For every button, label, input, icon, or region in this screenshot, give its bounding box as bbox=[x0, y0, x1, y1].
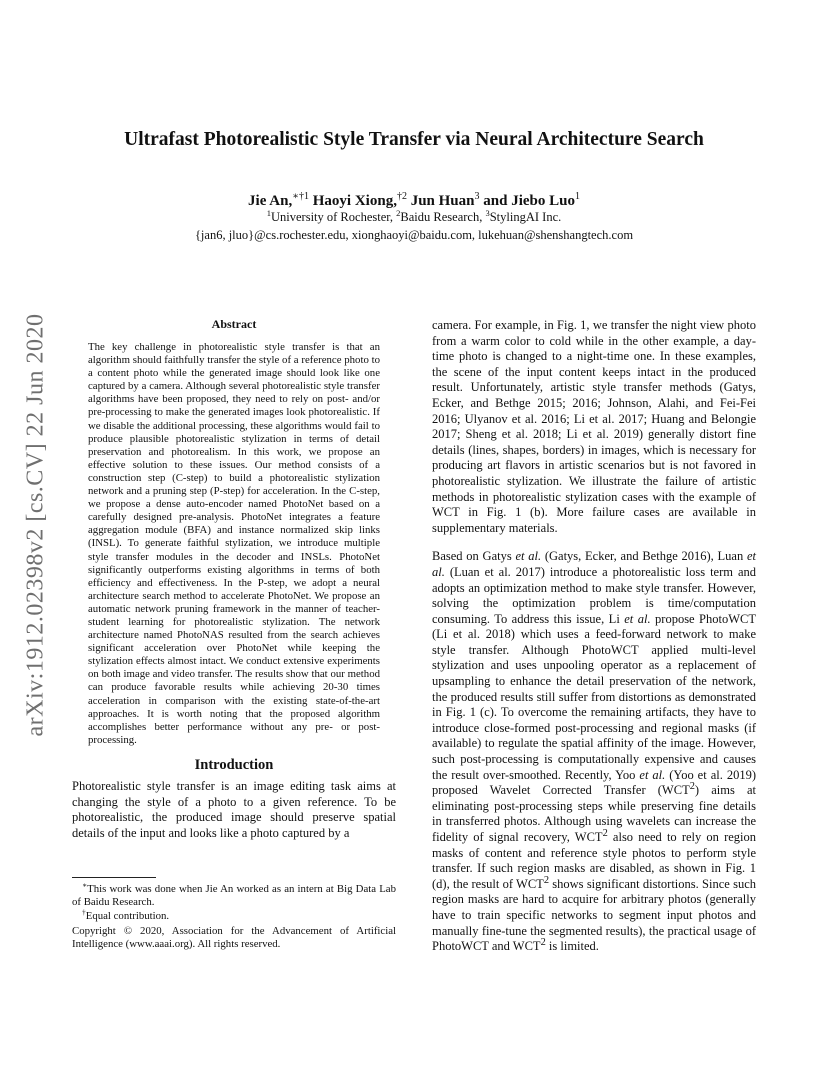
footnote-2 bbox=[72, 907, 396, 923]
author-name: Haoyi Xiong, bbox=[312, 193, 397, 209]
body-paragraph-1: camera. For example, in Fig. 1, we transfer the night view photo from a warm color to cold while in the other example, a day-time photo is changed to a night-time one. In these examples, the scene of the input content keeps intact in the produced result. Unfortunately, artistic style transfer methods (Gatys, Ecker, and Bethge 2015; 2016; Johnson, Alahi, and Fei-Fei 2016; Ulyanov et al. 2016; Li et al. 2017; Huang and Belongie 2017; Sheng et al. 2018; Li et al. 2019) generally distort fine details (lines, shapes, borders) in images, which is necessary for producing art flavors in artistic scenarios but is not favored in photorealistic stylization. We illustrate the failure of artistic methods in photorealistic stylization cases with the example of WCT in Fig. 1 (b). More failure cases are available in supplementary materials. bbox=[432, 318, 756, 535]
footnotes bbox=[72, 877, 396, 951]
text-italic: et al. bbox=[432, 549, 756, 579]
affil-text: StylingAI Inc. bbox=[489, 210, 562, 224]
affil-mark: 2 bbox=[396, 207, 401, 218]
text-run: (Luan et al. 2017) introduce a photorealistic loss term and adopts an optimization method to make style transfer. However, solving the optimization problem is time/computation consuming. To address this issue, Li bbox=[432, 564, 756, 626]
footnote-rule bbox=[72, 877, 156, 878]
text-run: ) aims at eliminating post-processing steps while preserving fine details in transferred photos. Although using wavelets can increase the fidelity of signal recovery, WCT bbox=[432, 783, 756, 844]
author-mark: †2 bbox=[396, 191, 407, 202]
text-italic: et al. bbox=[639, 767, 666, 782]
author-emails: {jan6, jluo}@cs.rochester.edu, xionghaoyi@baidu.com, lukehuan@shenshangtech.com bbox=[194, 228, 634, 242]
copyright-notice: Copyright © 2020, Association for the Advancement of Artificial Intelligence (www.aaai.org). All rights reserved. bbox=[72, 924, 396, 950]
abstract-text: The key challenge in photorealistic style transfer is that an algorithm should faithfully transfer the style of a reference photo to a content photo while the generated image should look like one captured by a camera. Although several photorealistic style transfer algorithms have been proposed, they need to rely on post- and/or pre-processing to make the generated images look photorealistic. If we disable the additional processing, these algorithms would fail to produce plausible photorealistic stylization in terms of detail preservation and photorealism. In this work, we propose an effective solution to these issues. Our method consists of a construction step (C-step) to build a photorealistic stylization network and a pruning step (P-step) for acceleration. In the C-step, we propose a dense auto-encoder named PhotoNet based on a carefully designed pre-analysis. PhotoNet integrates a feature aggregation module (BFA) and instance normalized skip links (INSL). To generate faithful stylization, we introduce multiple style transfer modules in the decoder and INSLs. PhotoNet significantly outperforms existing algorithms in terms of both efficiency and effectiveness. In the P-step, we adopt a neural architecture search method to accelerate PhotoNet. We propose an automatic network pruning framework in the manner of teacher-student learning for photorealistic stylization. The network architecture named PhotoNAS resulted from the search achieves significant acceleration over PhotoNet while keeping the stylization effects almost intact. We conduct extensive experiments on both image and video transfer. The results show that our method can produce favorable results while achieving 20-30 times acceleration in comparison with the existing state-of-the-art approaches. It is worth noting that the proposed algorithm accomplishes better performance without any pre- or post-processing. bbox=[88, 341, 380, 746]
author-list bbox=[74, 193, 754, 210]
affil-text: Baidu Research, bbox=[400, 210, 486, 224]
text-run: (Gatys, Ecker, and Bethge 2016), Luan bbox=[541, 549, 747, 564]
right-column bbox=[432, 318, 756, 955]
footnote-text: Equal contribution. bbox=[85, 910, 170, 923]
author-mark: 3 bbox=[474, 191, 480, 202]
superscript: 2 bbox=[543, 874, 550, 886]
abstract-heading: Abstract bbox=[211, 317, 257, 331]
superscript: 2 bbox=[602, 827, 608, 839]
footnote-mark: † bbox=[82, 907, 86, 917]
author-mark: ∗†1 bbox=[292, 191, 310, 202]
text-run: also need to rely on region masks of content and reference style photos to perform style transfer. If such region masks are disabled, as shown in Fig. 1 (d), the result of WCT bbox=[432, 830, 756, 891]
text-run: propose PhotoWCT (Li et al. 2018) which uses a feed-forward network to make style transfer. Although PhotoWCT applied multi-level stylization and uses unpooling operator as a replacement of upsampling to enhance the detail preservation of the network, the produced results still suffer from distortions as demonstrated in Fig. 1 (c). To overcome the remaining artifacts, they have to introduce close-formed post-processing and regional masks (if available) to regulate the spatial affinity of the image. However, such post-processing is computationally expensive and causes the result over-smoothed. Recently, Yoo bbox=[432, 611, 756, 782]
footnote-text: This work was done when Jie An worked as an intern at Big Data Lab of Baidu Research. bbox=[72, 883, 396, 909]
footnote-1 bbox=[72, 880, 396, 909]
affil-mark: 1 bbox=[266, 207, 271, 218]
left-column bbox=[72, 317, 396, 841]
paper-title: Ultrafast Photorealistic Style Transfer via Neural Architecture Search bbox=[124, 129, 704, 150]
text-run: is limited. bbox=[545, 939, 599, 954]
body-paragraph-2 bbox=[432, 549, 756, 954]
author-name: Jiebo Luo bbox=[511, 193, 575, 209]
affil-mark: 3 bbox=[485, 207, 490, 218]
author-name: Jun Huan bbox=[410, 193, 475, 209]
superscript: 2 bbox=[689, 781, 695, 793]
text-italic: et al. bbox=[515, 549, 542, 564]
introduction-text: Photorealistic style transfer is an image editing task aims at changing the style of a photo to a given reference. To be photorealistic, the produced image should preserve spatial details of the input and looks like a photo captured by a bbox=[72, 778, 396, 840]
introduction-heading: Introduction bbox=[194, 756, 274, 773]
author-mark: 1 bbox=[574, 191, 580, 202]
footnote-mark: ∗ bbox=[82, 880, 88, 890]
superscript: 2 bbox=[540, 937, 546, 948]
author-conjunction: and bbox=[483, 193, 508, 209]
affiliations bbox=[74, 207, 754, 225]
text-run: Based on Gatys bbox=[432, 549, 516, 564]
author-name: Jie An, bbox=[248, 193, 293, 209]
arxiv-identifier: arXiv:1912.02398v2 [cs.CV] 22 Jun 2020 bbox=[22, 313, 49, 737]
affil-text: University of Rochester, bbox=[271, 210, 397, 224]
arxiv-sidebar bbox=[6, 290, 66, 760]
text-run: (Yoo et al. 2019) proposed Wavelet Corrected Transfer (WCT bbox=[432, 767, 756, 798]
text-italic: et al. bbox=[624, 611, 651, 626]
text-run: shows significant distortions. Since such region masks are hard to acquire for arbitrary photos (generally have to train specific networks to segment input photos and manually fine-tune the segmented results), the practical usage of PhotoWCT and WCT bbox=[432, 876, 756, 954]
